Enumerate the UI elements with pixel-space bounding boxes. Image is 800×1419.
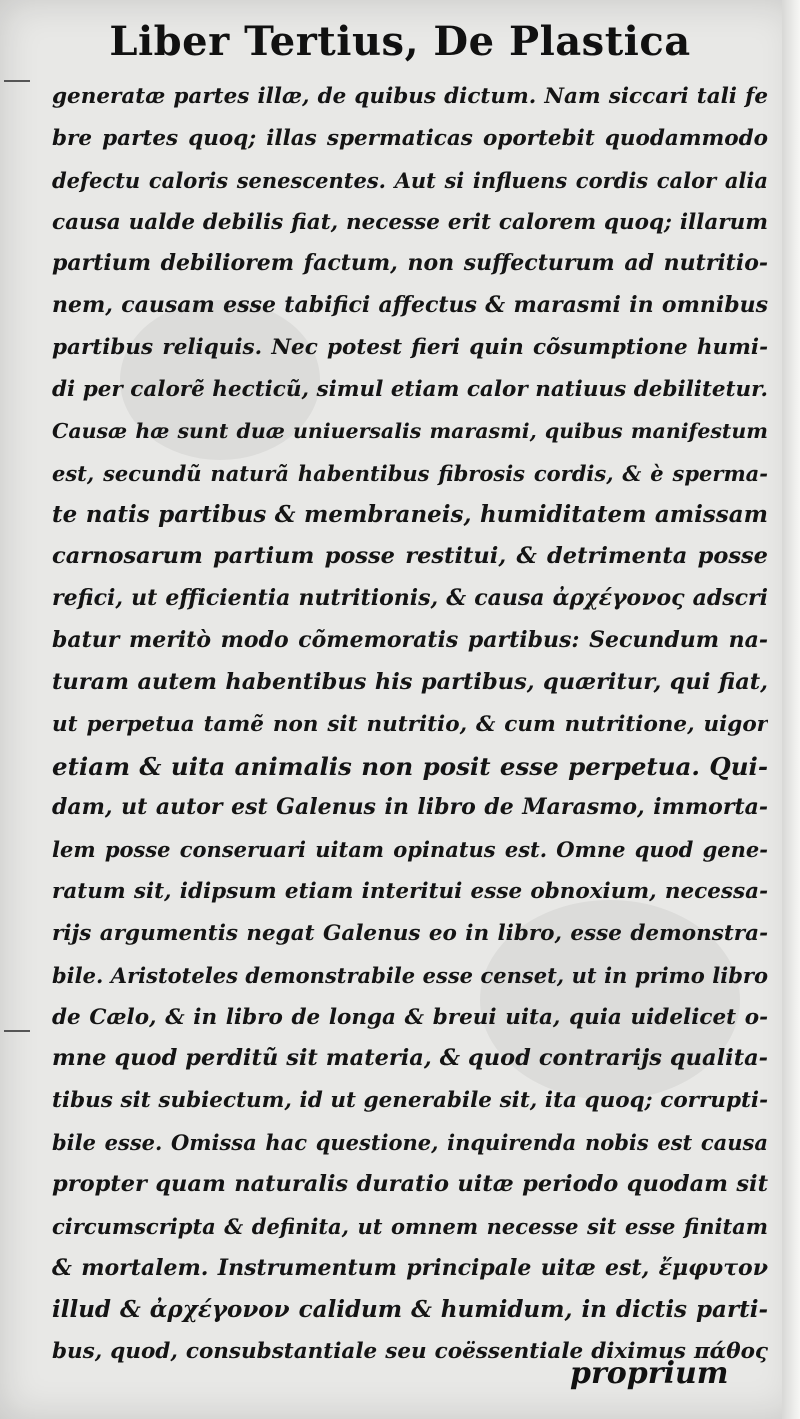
running-header: Liber Tertius, De Plastica — [109, 18, 691, 65]
text-line: rijs argumentis negat Galenus eo in libro, esse demonstra- — [52, 920, 768, 946]
text-line: dam, ut autor est Galenus in libro de Marasmo, immorta- — [52, 794, 768, 821]
margin-mark — [4, 1030, 30, 1032]
text-line: etiam & uita animalis non posit esse perpetua. Qui- — [52, 751, 768, 781]
text-line: carnosarum partium posse restitui, & detrimenta posse — [52, 543, 768, 570]
text-line: partibus reliquis. Nec potest fieri quin cõsumptione humi- — [52, 335, 768, 361]
text-line: ratum sit, idipsum etiam interitui esse obnoxium, necessa- — [52, 879, 768, 905]
text-line: & mortalem. Instrumentum principale uitæ est, ἔμφυτον — [52, 1254, 768, 1281]
margin-mark — [4, 80, 30, 82]
text-line: circumscripta & definita, ut omnem necesse sit esse finitam — [52, 1213, 768, 1239]
text-line: propter quam naturalis duratio uitæ periodo quodam sit — [52, 1170, 768, 1197]
text-line: de Cælo, & in libro de longa & breui uita, quia uidelicet o- — [52, 1004, 768, 1030]
text-line: bile esse. Omissa hac questione, inquirenda nobis est causa — [52, 1130, 768, 1156]
text-line: di per calorẽ hecticũ, simul etiam calor natiuus debilitetur. — [52, 376, 768, 402]
text-line: generatæ partes illæ, de quibus dictum. Nam siccari tali fe — [52, 84, 768, 109]
text-line: turam autem habentibus his partibus, quæritur, qui fiat, — [52, 668, 768, 695]
text-line: bus, quod, consubstantiale seu coëssentiale diximus πάθος — [52, 1339, 768, 1365]
text-line: Causæ hæ sunt duæ uniuersalis marasmi, quibus manifestum — [52, 418, 768, 443]
text-line: refici, ut efficientia nutritionis, & causa ἀρχέγονος adscri — [52, 585, 768, 612]
text-line: bre partes quoq; illas spermaticas oportebit quodammodo — [52, 125, 768, 151]
text-line: causa ualde debilis fiat, necesse erit calorem quoq; illarum — [52, 209, 768, 235]
page-edge — [782, 0, 800, 1419]
catchword: proprium — [570, 1356, 729, 1391]
text-line: lem posse conseruari uitam opinatus est. Omne quod gene- — [52, 837, 768, 863]
text-line: ut perpetua tamẽ non sit nutritio, & cum nutritione, uigor — [52, 711, 768, 737]
text-line: tibus sit subiectum, id ut generabile sit, ita quoq; corrupti- — [52, 1088, 768, 1114]
text-line: mne quod perditũ sit materia, & quod contrarijs qualita- — [52, 1045, 768, 1072]
main-text-block — [52, 76, 768, 1373]
text-line: bile. Aristoteles demonstrabile esse censet, ut in primo libro — [52, 962, 768, 988]
text-line: defectu caloris senescentes. Aut si influens cordis calor alia — [52, 167, 768, 193]
text-line: te natis partibus & membraneis, humiditatem amissam — [52, 501, 768, 529]
text-line: est, secundũ naturã habentibus fibrosis cordis, & è sperma- — [52, 460, 768, 486]
text-line: batur meritò modo cõmemoratis partibus: Secundum na- — [52, 626, 768, 653]
text-line: nem, causam esse tabifici affectus & marasmi in omnibus — [52, 292, 768, 319]
text-line: illud & ἀρχέγονον calidum & humidum, in dictis parti- — [52, 1296, 768, 1324]
text-line: partium debiliorem factum, non suffecturum ad nutritio- — [52, 250, 768, 277]
